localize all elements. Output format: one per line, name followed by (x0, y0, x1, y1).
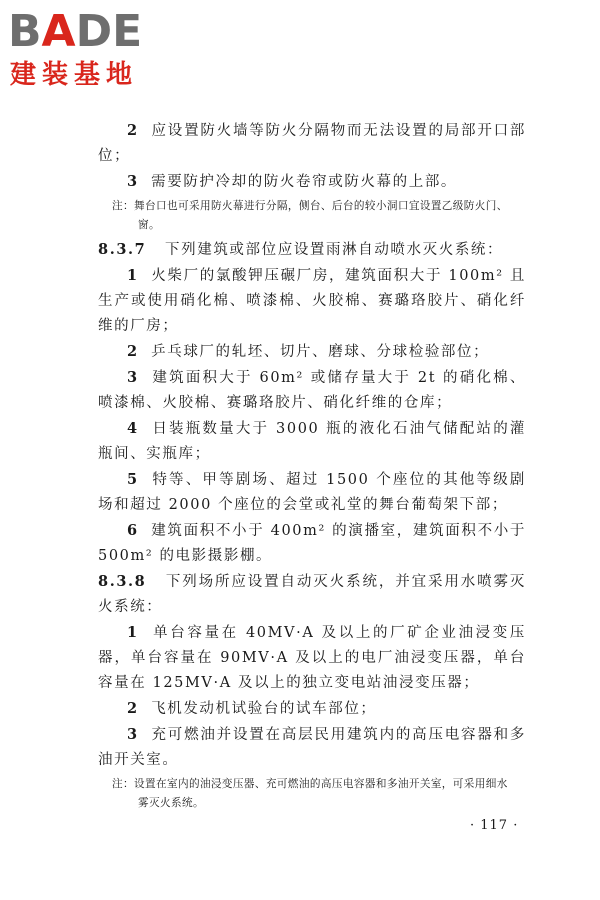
list-item: 5 特等、甲等剧场、超过 1500 个座位的其他等级剧场和超过 2000 个座位的会堂或礼堂的舞台葡萄架下部； (98, 471, 526, 513)
list-item: 1 火柴厂的氯酸钾压碾厂房，建筑面积大于 100m² 且生产或使用硝化棉、喷漆棉、火胶棉、赛璐珞胶片、硝化纤维的厂房； (98, 267, 526, 334)
list-item: 2 乒乓球厂的轧坯、切片、磨球、分球检验部位； (127, 343, 490, 360)
note: 注：舞台口也可采用防火幕进行分隔，侧台、后台的较小洞口宜设置乙级防火门、 窗。 (112, 200, 508, 231)
note: 注：设置在室内的油浸变压器、充可燃油的高压电容器和多油开关室，可采用细水 雾灭火系统。 (112, 778, 508, 809)
logo-brand: BADE (8, 6, 143, 57)
clause-heading: 8.3.8 下列场所应设置自动灭火系统，并宜采用水喷雾灭火系统： (98, 573, 526, 615)
list-item: 4 日装瓶数量大于 3000 瓶的液化石油气储配站的灌瓶间、实瓶库； (98, 420, 526, 462)
logo (8, 4, 188, 94)
list-item: 2 飞机发动机试验台的试车部位； (127, 700, 377, 717)
list-item: 1 单台容量在 40MV·A 及以上的厂矿企业油浸变压器，单台容量在 90MV·A 及以上的电厂油浸变压器，单台容量在 125MV·A 及以上的独立变电站油浸变压器； (98, 624, 526, 691)
list-item: 6 建筑面积不小于 400m² 的演播室，建筑面积不小于 500m² 的电影摄影棚。 (98, 522, 526, 564)
page-number: · 117 · (470, 818, 519, 833)
list-item: 2 应设置防火墙等防火分隔物而无法设置的局部开口部位； (98, 122, 526, 164)
clause-heading: 8.3.7 下列建筑或部位应设置雨淋自动喷水灭火系统： (98, 241, 504, 258)
list-item: 3 充可燃油并设置在高层民用建筑内的高压电容器和多油开关室。 (98, 726, 526, 768)
page-body (98, 118, 526, 815)
list-item: 3 建筑面积大于 60m² 或储存量大于 2t 的硝化棉、喷漆棉、火胶棉、赛璐珞胶片、硝化纤维的仓库； (98, 369, 527, 411)
list-item: 3 需要防护冷却的防火卷帘或防火幕的上部。 (127, 173, 458, 190)
logo-subtitle: 建装基地 (10, 60, 139, 90)
